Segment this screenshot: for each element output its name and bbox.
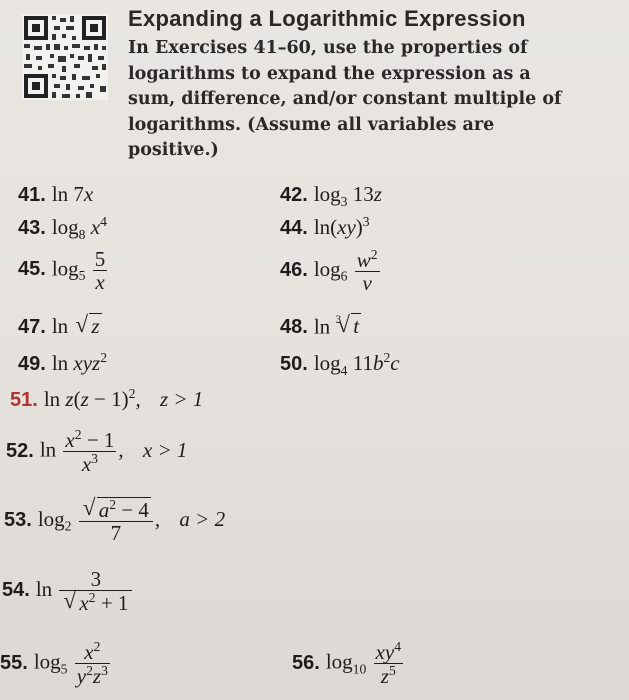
exercise-52: 52. ln $\frac{x^2 - 1}{x^3}$ , x > 1 [6,427,188,477]
exercise-number: 50. [280,353,308,376]
exercise-51: 51. $\ln z(z - 1)^2$, z > 1 [10,386,204,412]
exercise-48: 48. ln $^3$√ t [280,314,361,339]
qr-code [22,14,108,100]
exercise-55: 55. $\log_5$ $\frac{x^2}{y^2z^3}$ [0,639,108,689]
exercise-number: 42. [280,184,308,206]
exercise-53: 53. $\log_2$ √ $\frac{a^2 - 4}{7}$ , a > 2 [4,498,225,544]
condition: x > 1 [142,437,188,462]
exercise-number: 43. [18,217,46,240]
section-title: Expanding a Logarithmic Expression [128,6,526,31]
exercise-46: 46. $\log_6$ $\frac{w^2}{v}$ [280,247,378,296]
exercise-47: 47. ln √ z [18,314,102,339]
qr-code-graphic [22,14,108,100]
exercise-42: 42. $\log_3 13z$ [280,182,382,209]
condition: a > 2 [179,506,226,531]
exercise-number: 56. [292,651,320,674]
exercise-number: 45. [18,258,46,281]
condition: z > 1 [159,387,204,412]
instructions-text: In Exercises 41–60, use the properties of logarithms to expand the expression as a sum, difference, and/or constant multiple of logarithms. (Assume all variables are positive.) [128,38,562,160]
exercise-50: 50. $\log_4 11b^2c$ [280,350,400,378]
exercise-45: 45. $\log_5$ $\frac{5}{x}$ [18,247,106,295]
exercise-43: 43. $\log_8 x^4$ [18,214,107,242]
exercise-number: 55. [0,651,28,674]
exercise-number: 44. [280,217,308,240]
exercise-number: 49. [18,353,46,376]
exercise-number: 53. [4,508,32,531]
exercise-44: 44. ln(xy)$^3$ [280,214,370,240]
exercise-number: 54. [2,578,30,601]
exercise-number: 52. [6,439,34,462]
exercise-56: 56. $\log_{10}$ $\frac{xy^4}{z^5}$ [292,639,402,689]
exercise-41: 41. ln 7x [18,182,94,206]
exercise-number: 47. [18,316,46,338]
exercise-number: 48. [280,316,308,339]
exercise-number: 46. [280,258,308,281]
exercise-54: 54. ln 3 √ $x^2 + 1$ [2,568,134,614]
exercise-number: 51. [10,389,38,412]
exercise-number: 41. [18,184,46,206]
exercise-49: 49. ln xyz$^2$ [18,350,108,376]
